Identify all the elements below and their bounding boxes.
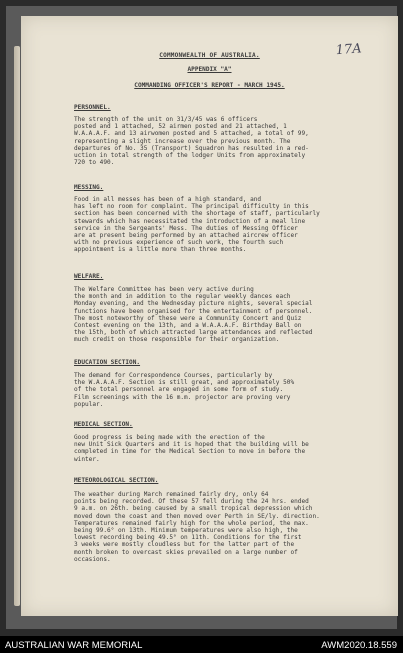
section-title-welfare: WELFARE. (74, 273, 104, 280)
footer-institution: AUSTRALIAN WAR MEMORIAL (5, 640, 143, 651)
paper-fold-edge (14, 46, 20, 606)
document-page (21, 16, 398, 616)
section-text-messing: Food in all messes has been of a high standard, and has left no room for complaint. The principal difficulty in this section has been concerned with the shortage of staff, particularly stewards which has necessitated the introduction of a meal line service in the Sergeants' Mess. The duties of Messing Officer are at present being performed by an attached aircrew officer with no previous experience of such work, the fourth such appointment is a little more than three months. (74, 196, 320, 254)
heading-commonwealth: COMMONWEALTH OF AUSTRALIA. (159, 52, 260, 59)
section-text-personnel: The strength of the unit on 31/3/45 was 6 officers posted and 1 attached, 52 airmen posted and 21 attached, 1 W.A.A.A.F. and 13 airwomen posted and 5 attached, a total of 99, representing a slight increase over the previous month. The departures of No. 35 (Transport) Squadron has resulted in a red- uction in total strength of the lodger Units from approximately 720 to 490. (74, 116, 309, 167)
footer-accession-number: AWM2020.18.559 (321, 640, 397, 651)
section-text-meteorological: The weather during March remained fairly dry, only 64 points being recorded. Of these 57 fell during the 24 hrs. ended 9 a.m. on 26th. being caused by a small tropical depression which moved down the coast and then moved over Perth in SE/ly. direction. Temperatures remained fairly high for the whole period, the max. being 99.6° on 13th. Minimum temperatures were also high, the lowest recording being 49.5° on 11th. Conditions for the first 3 weeks were mostly cloudless but for the latter part of the month broken to overcast skies prevailed on a large number of occasions. (74, 491, 320, 563)
section-text-medical: Good progress is being made with the erection of the new Unit Sick Quarters and it is hoped that the building will be completed in time for the Medical Section to move in before the winter. (74, 434, 309, 463)
heading-appendix: APPENDIX "A" (187, 66, 232, 73)
section-title-messing: MESSING. (74, 184, 104, 191)
heading-report-title: COMMANDING OFFICER'S REPORT - MARCH 1945. (134, 82, 285, 89)
section-title-education: EDUCATION SECTION. (74, 359, 141, 366)
section-title-personnel: PERSONNEL. (74, 104, 111, 111)
scan-frame (6, 6, 397, 629)
credit-footer (0, 636, 403, 653)
section-title-medical: MEDICAL SECTION. (74, 421, 133, 428)
section-text-welfare: The Welfare Committee has been very active during the month and in addition to the regular weekly dances each Monday evening, and the Wednesday picture nights, several special functions have been organised for the entertainment of personnel. The most noteworthy of these were a Community Concert and Quiz Contest evening on the 13th, and a W.A.A.A.F. Birthday Ball on the 15th, both of which attracted large attendances and reflected much credit on those responsible for their organization. (74, 286, 313, 344)
scan-bottom-margin (0, 629, 403, 636)
section-title-meteorological: METEOROLOGICAL SECTION. (74, 477, 159, 484)
section-text-education: The demand for Correspondence Courses, particularly by the W.A.A.A.F. Section is still great, and approximately 50% of the total personnel are engaged in some form of study. Film screenings with the 16 m.m. projector are proving very popular. (74, 372, 295, 408)
handwritten-page-mark: 17A (335, 41, 363, 59)
